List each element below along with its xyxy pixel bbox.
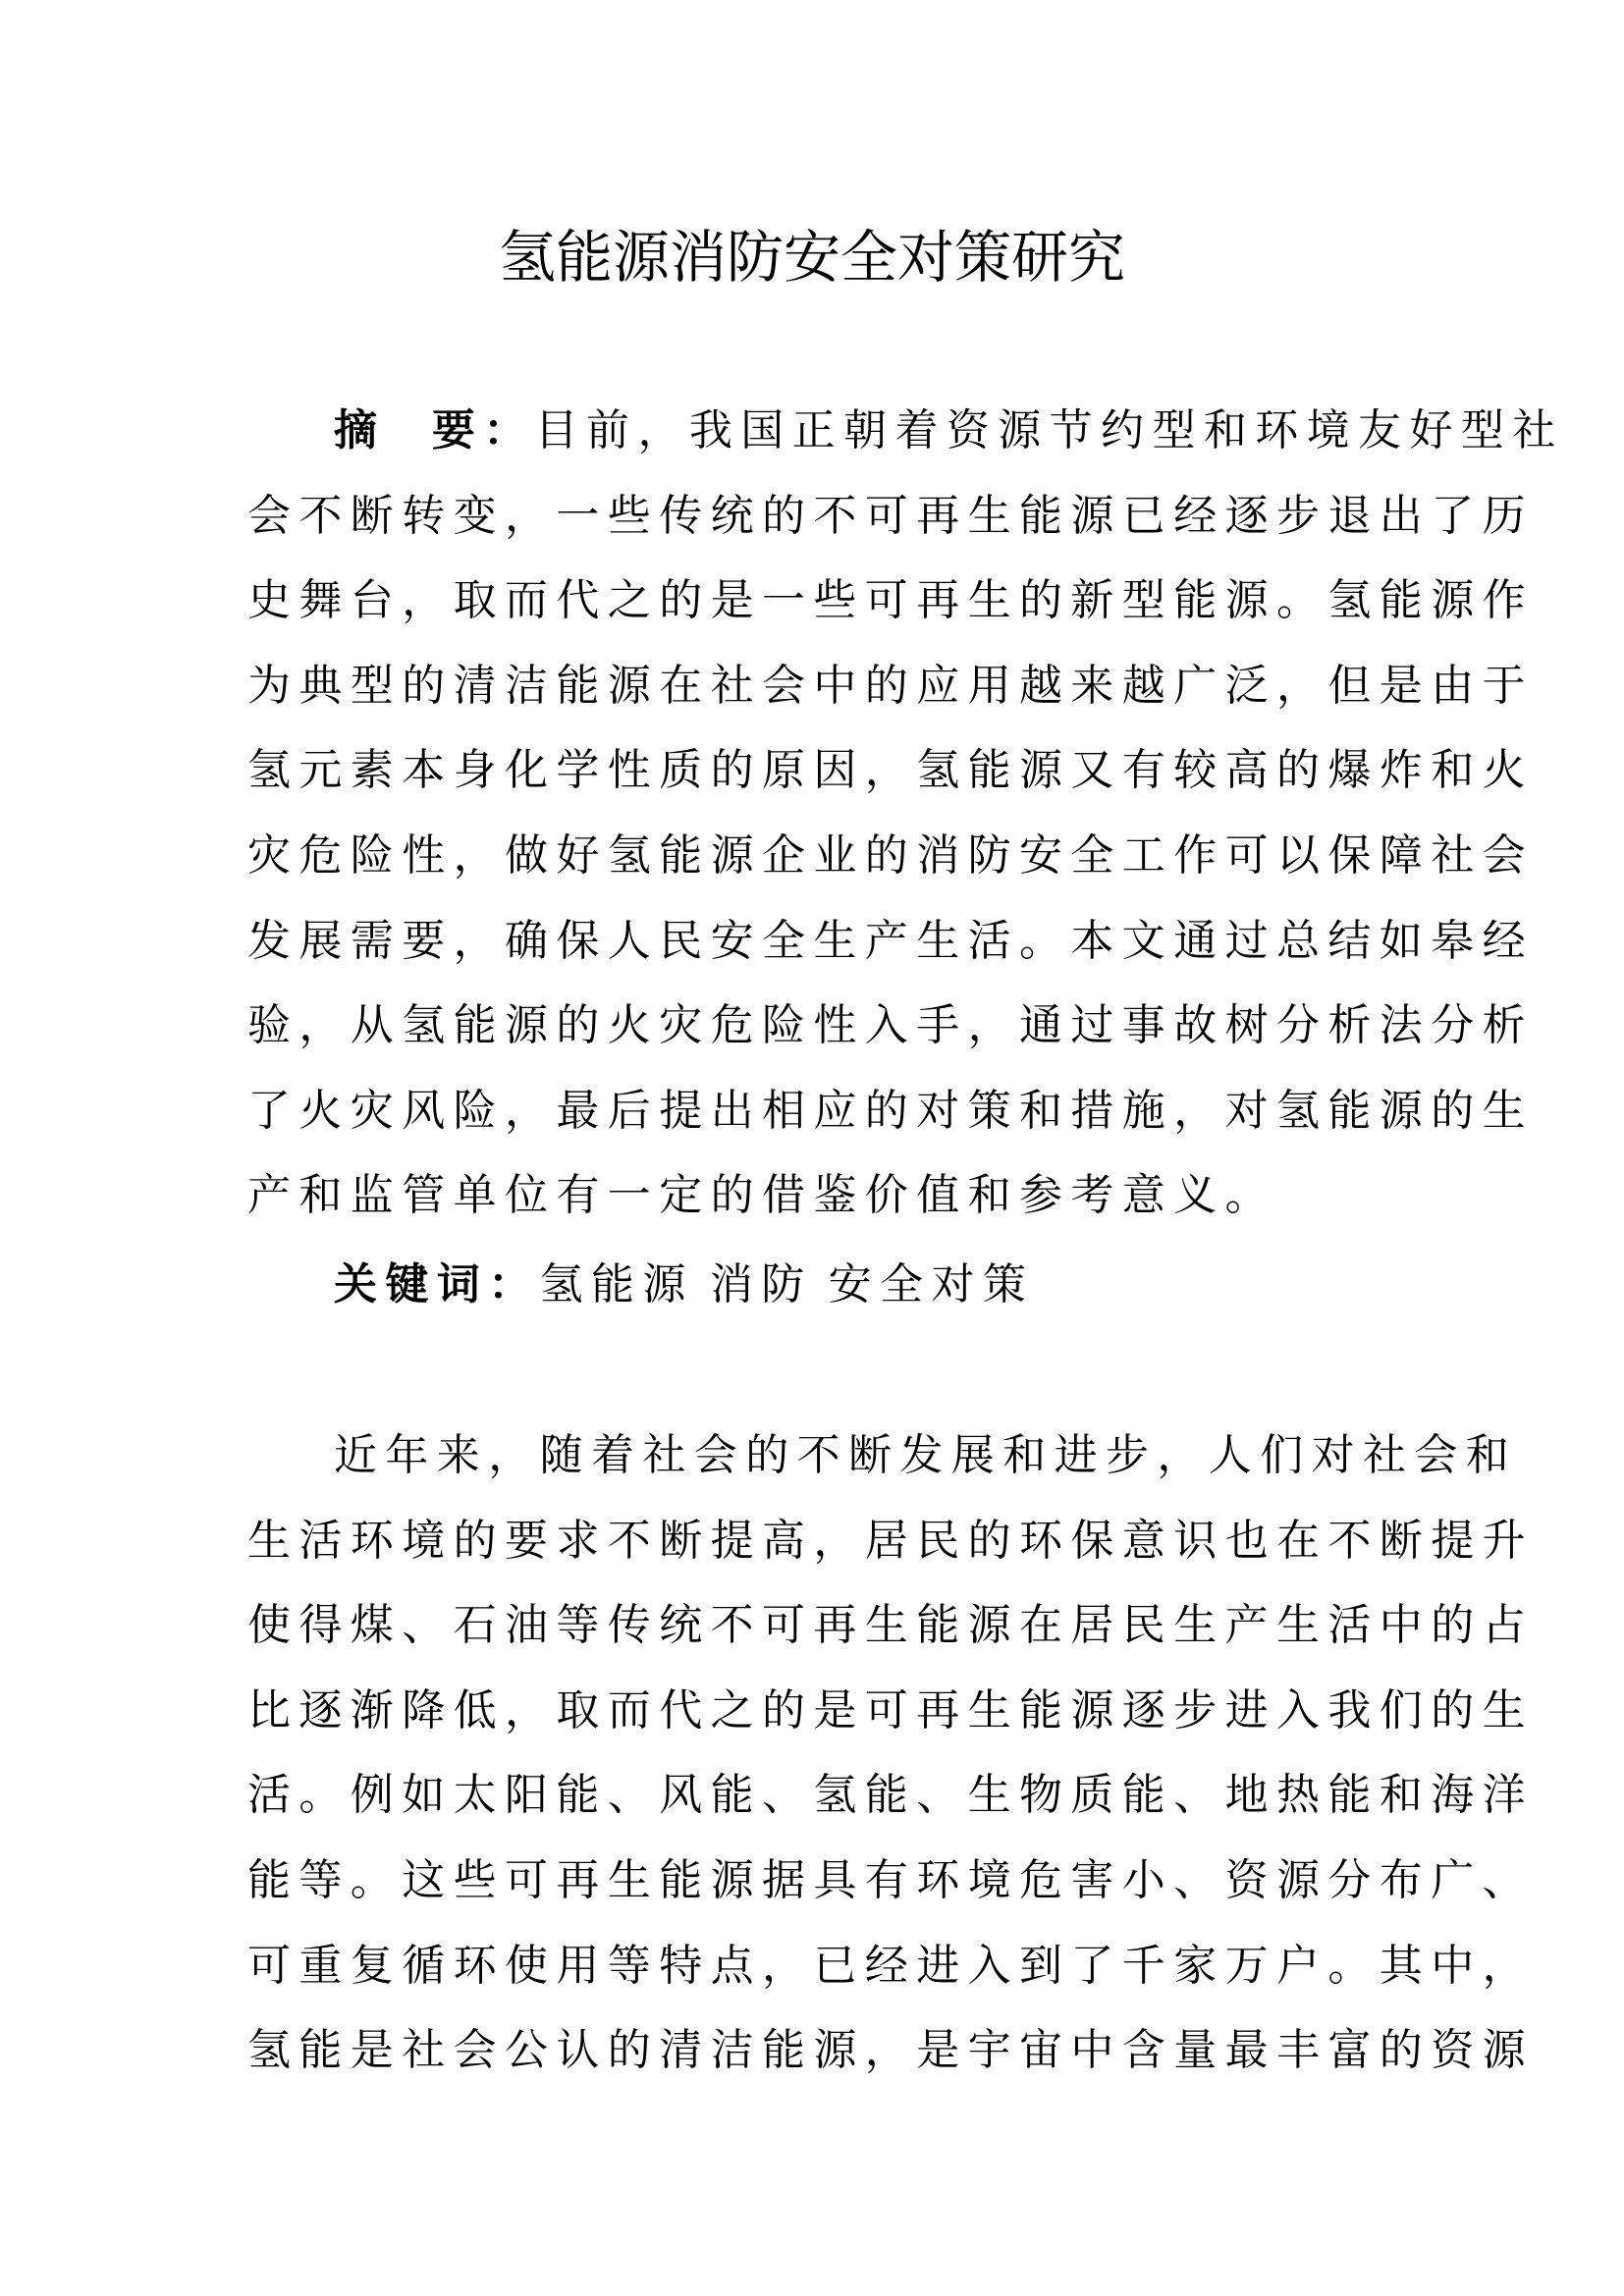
abstract-line: 灾危险性，做好氢能源企业的消防安全工作可以保障社会 [247,829,1534,881]
body-section [247,1414,1534,2094]
body-line: 比逐渐降低，取而代之的是可再生能源逐步进入我们的生 [247,1684,1534,1735]
abstract-line: 史舞台，取而代之的是一些可再生的新型能源。氢能源作 [247,575,1534,626]
abstract-section [247,389,1564,1239]
abstract-line: 验，从氢能源的火灾危险性入手，通过事故树分析法分析 [247,1000,1534,1051]
abstract-line: 氢元素本身化学性质的原因，氢能源又有较高的爆炸和火 [247,745,1534,796]
keywords-label: 关键词： [334,1259,540,1309]
keywords-line [247,1243,1388,1328]
abstract-line: 产和监管单位有一定的借鉴价值和参考意义。 [247,1170,1276,1221]
keyword: 消防 [709,1259,813,1309]
body-line: 近年来，随着社会的不断发展和进步，人们对社会和 [334,1430,1518,1480]
abstract-label: 摘 要： [334,405,535,455]
body-line: 能等。这些可再生能源据具有环境危害小、资源分布广、 [247,1854,1534,1905]
keyword: 氢能源 [539,1259,694,1309]
abstract-line: 为典型的清洁能源在社会中的应用越来越广泛，但是由于 [247,660,1534,711]
keywords-section [247,1243,1388,1328]
document-title: 氢能源消防安全对策研究 [498,224,1125,291]
abstract-line: 了火灾风险，最后提出相应的对策和措施，对氢能源的生 [247,1085,1534,1136]
abstract-text: 目前，我国正朝着资源节约型和环境友好型社 [534,405,1564,455]
abstract-line: 发展需要，确保人民安全生产生活。本文通过总结如皋经 [247,915,1534,966]
body-line: 可重复循环使用等特点，已经进入到了千家万户。其中， [247,1940,1534,1991]
keyword: 安全对策 [828,1259,1035,1309]
abstract-line: 会不断转变，一些传统的不可再生能源已经逐步退出了历 [247,490,1534,541]
body-line: 活。例如太阳能、风能、氢能、生物质能、地热能和海洋 [247,1770,1534,1821]
abstract-line [247,389,1564,474]
body-line: 使得煤、石油等传统不可再生能源在居民生产生活中的占 [247,1600,1534,1651]
body-line: 氢能是社会公认的清洁能源，是宇宙中含量最丰富的资源 [247,2025,1534,2076]
body-line: 生活环境的要求不断提高，居民的环保意识也在不断提升 [247,1515,1534,1566]
